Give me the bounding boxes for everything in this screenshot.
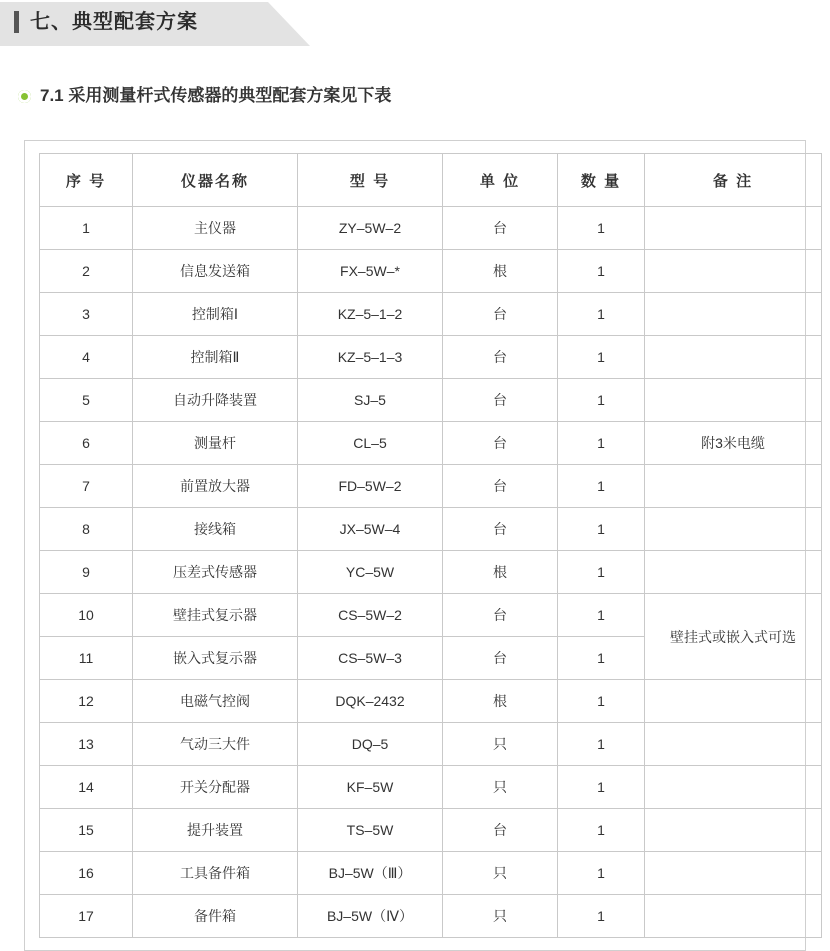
cell-no: 17	[40, 895, 133, 938]
cell-qty: 1	[558, 809, 645, 852]
table-row	[40, 379, 822, 422]
cell-no: 12	[40, 680, 133, 723]
cell-remark	[645, 551, 822, 594]
cell-qty: 1	[558, 336, 645, 379]
table-row	[40, 336, 822, 379]
cell-model: BJ–5W（Ⅳ）	[298, 895, 443, 938]
cell-unit: 台	[443, 422, 558, 465]
column-header-remark: 备 注	[645, 154, 822, 207]
cell-unit: 台	[443, 336, 558, 379]
cell-qty: 1	[558, 723, 645, 766]
table-row	[40, 508, 822, 551]
cell-remark-merged: 壁挂式或嵌入式可选	[645, 594, 822, 680]
cell-remark: 附3米电缆	[645, 422, 822, 465]
cell-unit: 台	[443, 207, 558, 250]
table-row	[40, 422, 822, 465]
cell-no: 15	[40, 809, 133, 852]
cell-unit: 台	[443, 465, 558, 508]
cell-remark	[645, 508, 822, 551]
cell-model: SJ–5	[298, 379, 443, 422]
cell-model: YC–5W	[298, 551, 443, 594]
subsection-heading-label: 7.1 采用测量杆式传感器的典型配套方案见下表	[40, 86, 392, 105]
cell-qty: 1	[558, 508, 645, 551]
cell-no: 8	[40, 508, 133, 551]
cell-model: BJ–5W（Ⅲ）	[298, 852, 443, 895]
cell-unit: 台	[443, 293, 558, 336]
cell-name: 测量杆	[133, 422, 298, 465]
cell-qty: 1	[558, 895, 645, 938]
cell-unit: 台	[443, 508, 558, 551]
cell-name: 壁挂式复示器	[133, 594, 298, 637]
column-header-name: 仪器名称	[133, 154, 298, 207]
table-row	[40, 207, 822, 250]
cell-name: 嵌入式复示器	[133, 637, 298, 680]
spec-table	[39, 153, 822, 938]
table-row	[40, 465, 822, 508]
cell-qty: 1	[558, 465, 645, 508]
table-row	[40, 766, 822, 809]
cell-model: FD–5W–2	[298, 465, 443, 508]
cell-model: JX–5W–4	[298, 508, 443, 551]
cell-remark	[645, 465, 822, 508]
table-row	[40, 895, 822, 938]
cell-model: KF–5W	[298, 766, 443, 809]
cell-unit: 根	[443, 250, 558, 293]
cell-name: 提升装置	[133, 809, 298, 852]
spec-table-container	[24, 140, 806, 951]
table-row	[40, 723, 822, 766]
cell-qty: 1	[558, 379, 645, 422]
cell-no: 13	[40, 723, 133, 766]
cell-no: 10	[40, 594, 133, 637]
cell-remark	[645, 680, 822, 723]
cell-name: 工具备件箱	[133, 852, 298, 895]
page-title: 七、典型配套方案	[30, 11, 198, 33]
subsection-heading	[18, 84, 830, 110]
cell-no: 6	[40, 422, 133, 465]
cell-name: 气动三大件	[133, 723, 298, 766]
cell-unit: 台	[443, 594, 558, 637]
cell-qty: 1	[558, 422, 645, 465]
cell-model: DQ–5	[298, 723, 443, 766]
cell-remark	[645, 809, 822, 852]
cell-name: 控制箱Ⅱ	[133, 336, 298, 379]
cell-unit: 根	[443, 551, 558, 594]
cell-no: 4	[40, 336, 133, 379]
cell-qty: 1	[558, 250, 645, 293]
cell-model: CL–5	[298, 422, 443, 465]
cell-model: DQK–2432	[298, 680, 443, 723]
green-dot-icon	[18, 90, 31, 103]
cell-name: 信息发送箱	[133, 250, 298, 293]
section-header	[0, 0, 830, 48]
cell-remark	[645, 766, 822, 809]
cell-no: 3	[40, 293, 133, 336]
cell-qty: 1	[558, 594, 645, 637]
cell-no: 2	[40, 250, 133, 293]
table-row	[40, 680, 822, 723]
section-accent-bar	[14, 11, 19, 33]
cell-name: 备件箱	[133, 895, 298, 938]
cell-qty: 1	[558, 637, 645, 680]
cell-remark	[645, 379, 822, 422]
cell-unit: 根	[443, 680, 558, 723]
cell-qty: 1	[558, 551, 645, 594]
cell-name: 控制箱Ⅰ	[133, 293, 298, 336]
cell-name: 自动升降装置	[133, 379, 298, 422]
cell-no: 16	[40, 852, 133, 895]
cell-unit: 台	[443, 809, 558, 852]
cell-name: 开关分配器	[133, 766, 298, 809]
cell-qty: 1	[558, 207, 645, 250]
cell-name: 接线箱	[133, 508, 298, 551]
table-body	[40, 207, 822, 938]
table-head	[40, 154, 822, 207]
cell-unit: 只	[443, 895, 558, 938]
column-header-model: 型 号	[298, 154, 443, 207]
cell-model: ZY–5W–2	[298, 207, 443, 250]
cell-model: CS–5W–2	[298, 594, 443, 637]
cell-unit: 只	[443, 852, 558, 895]
cell-model: CS–5W–3	[298, 637, 443, 680]
cell-name: 前置放大器	[133, 465, 298, 508]
cell-remark	[645, 293, 822, 336]
cell-remark	[645, 852, 822, 895]
cell-remark	[645, 336, 822, 379]
table-row	[40, 809, 822, 852]
cell-remark	[645, 250, 822, 293]
cell-name: 电磁气控阀	[133, 680, 298, 723]
cell-unit: 只	[443, 766, 558, 809]
column-header-qty: 数 量	[558, 154, 645, 207]
cell-model: TS–5W	[298, 809, 443, 852]
cell-no: 11	[40, 637, 133, 680]
cell-no: 14	[40, 766, 133, 809]
table-row	[40, 551, 822, 594]
cell-qty: 1	[558, 680, 645, 723]
cell-remark	[645, 207, 822, 250]
table-row	[40, 250, 822, 293]
cell-unit: 台	[443, 637, 558, 680]
table-row	[40, 594, 822, 637]
table-header-row	[40, 154, 822, 207]
cell-model: FX–5W–*	[298, 250, 443, 293]
cell-qty: 1	[558, 766, 645, 809]
cell-no: 1	[40, 207, 133, 250]
cell-name: 压差式传感器	[133, 551, 298, 594]
cell-name: 主仪器	[133, 207, 298, 250]
cell-model: KZ–5–1–3	[298, 336, 443, 379]
column-header-unit: 单 位	[443, 154, 558, 207]
cell-remark	[645, 723, 822, 766]
cell-no: 5	[40, 379, 133, 422]
cell-remark	[645, 895, 822, 938]
cell-unit: 只	[443, 723, 558, 766]
cell-no: 7	[40, 465, 133, 508]
cell-qty: 1	[558, 852, 645, 895]
cell-model: KZ–5–1–2	[298, 293, 443, 336]
column-header-no: 序 号	[40, 154, 133, 207]
cell-qty: 1	[558, 293, 645, 336]
cell-no: 9	[40, 551, 133, 594]
table-row	[40, 293, 822, 336]
cell-unit: 台	[443, 379, 558, 422]
table-row	[40, 852, 822, 895]
